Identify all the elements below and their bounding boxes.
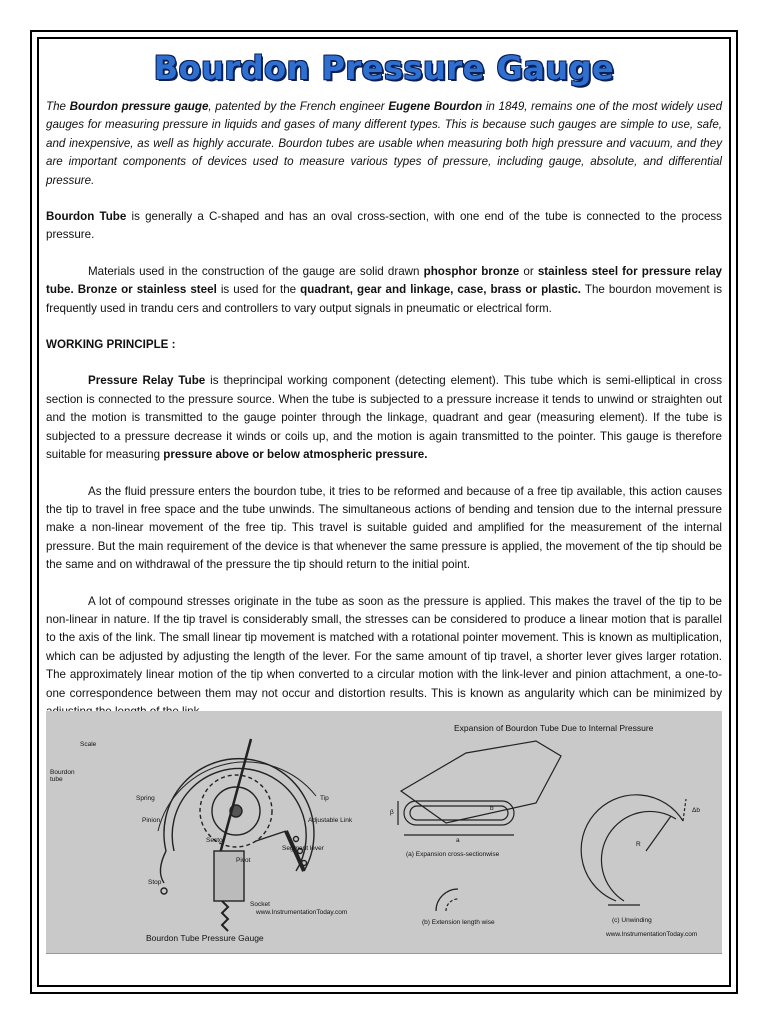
label-tip: Tip [320,795,329,802]
bold-term: Bourdon Tube [46,210,127,224]
website-left: www.InstrumentationToday.com [256,909,348,916]
bold-term: Pressure Relay Tube [88,374,206,388]
text-span: is theprincipal working component (detecting element). This tube which is semi-elliptical in cross section is connected to the pressure source. When the tube is subjected to a pressure increase it tends to unwind or straighten out and the motion is transmitted to the gauge pointer through the linkage, quadrant and gear (measuring element). If the tube is subjected to a pressure decrease it winds or coils up, and the motion is again transmitted to the pointer. This gauge is therefore suitable for measuring [46,374,723,462]
text-span: , patented by the French engineer [208,100,389,113]
expansion-title: Expansion of Bourdon Tube Due to Internal Pressure [454,723,654,733]
label-adjustable-link: Adjustable Link [308,817,353,824]
label-bourdon-tube: Bourdon tube [50,769,75,783]
article-body [46,98,722,721]
compound-stresses-paragraph: A lot of compound stresses originate in the tube as soon as the pressure is applied. This makes the travel of the tip to be non-linear in nature. If the tip travel is considerably small, the stresses can be considered to produce a linear motion that is parallel to the axis of the link. The small linear tip movement is matched with a rotational pointer movement. This is known as multiplication, which can be adjusted by adjusting the length of the lever. For the same amount of tip travel, a shorter lever gives larger rotation. The approximately linear motion of the tip when converted to a circular motion with the link-lever and pinion attachment, a one-to-one correspondence between them may not occur and distortion results. This is known as angularity which can be minimized by [46,594,722,700]
stop-pin [161,888,167,894]
caption-c: (c) Unwinding [612,917,652,924]
caption-a: (a) Expansion cross-sectionwise [406,851,500,858]
text-span: The bourdon movement is frequently used in trandu cers and controllers to vary output signals in pneumatic or electrical form. [46,283,723,315]
text-span: is used for the [216,283,301,297]
radius-R [646,816,671,851]
bold-term: pressure above or below atmospheric pressure. [163,448,428,462]
link-hole [294,837,299,842]
label-pivot: Pivot [236,857,251,864]
caption-left: Bourdon Tube Pressure Gauge [146,933,264,943]
page-title: Bourdon Pressure Gauge [153,49,615,87]
label-segment-lever: Segment lever [282,845,324,852]
website-right: www.InstrumentationToday.com [606,931,698,938]
unwind-displaced [683,799,686,821]
label-stop: Stop [148,879,162,886]
working-principle-heading [46,336,722,354]
bold-term: quadrant, gear and linkage, case, brass or plastic. [300,283,582,297]
bold-term: stainless steel for pressure relay tube. Bronze or stainless steel [46,264,722,297]
label-socket: Socket [250,901,270,908]
socket-thread [222,901,228,931]
caption-b: (b) Extension length wise [422,919,495,926]
tube-section-3d [401,741,561,823]
label-spring: Spring [136,795,155,802]
figure-bottom-rule [46,953,722,954]
label-R: R [636,841,641,848]
bourdon-diagram-figure [46,711,722,953]
bold-term: phosphor bronze [423,264,520,278]
label-sector: Sector [206,837,225,844]
text-span: or [519,264,538,278]
arc-b-inner [446,899,458,911]
fluid-pressure-paragraph: As the fluid pressure enters the bourdon tube, it tries to be reformed and because of a free tip available, this action causes the tip to travel in free space and the tube unwinds. The simultaneous actions of bending and tension due to the internal pressure make a non-linear movement of the free tip. This travel is suitable guided and amplified for the measurement of the internal pressure. But the main requirement of the device is that whenever the same pressure is applied, the movement of the tip should be the same and on withdrawal of the pressure the tip should return to the initial point. [46,484,722,572]
text-span: Materials used in the construction of the gauge are solid drawn [88,264,424,278]
label-beta: β [390,809,394,816]
label-delta-b: Δb [692,807,700,814]
label-scale: Scale [80,741,97,748]
label-pinion: Pinion [142,817,161,824]
label-a: a [456,837,460,844]
label-b: b [490,805,494,812]
heading-text: WORKING PRINCIPLE : [46,338,176,352]
relay-tube-paragraph [46,372,722,464]
intro-paragraph [46,98,722,190]
text-span: in 1849, remains one of the most widely used gauges for measuring pressure in liquids and gases of many different types. This is because such gauges are simple to use, safe, and inexpensive, as well as highly accurate. Bourdon tubes are usable when measuring both high pressure and vacuum, and they are important components of devices used to measure various types of pressure, including gauge, absolute, and differential pressure. [46,100,723,187]
materials-paragraph [46,263,722,318]
scale-arc [158,762,316,831]
bourdon-tube-paragraph [46,208,722,245]
text-span: The [46,100,70,113]
text-span: is generally a C-shaped and has an oval cross-section, with one end of the tube is connected to the process pressure. [46,210,722,242]
unwind-outer [581,795,683,901]
segment-lever [256,831,286,841]
bold-term: Bourdon pressure gauge [69,100,209,113]
bold-term: Eugene Bourdon [388,100,483,113]
